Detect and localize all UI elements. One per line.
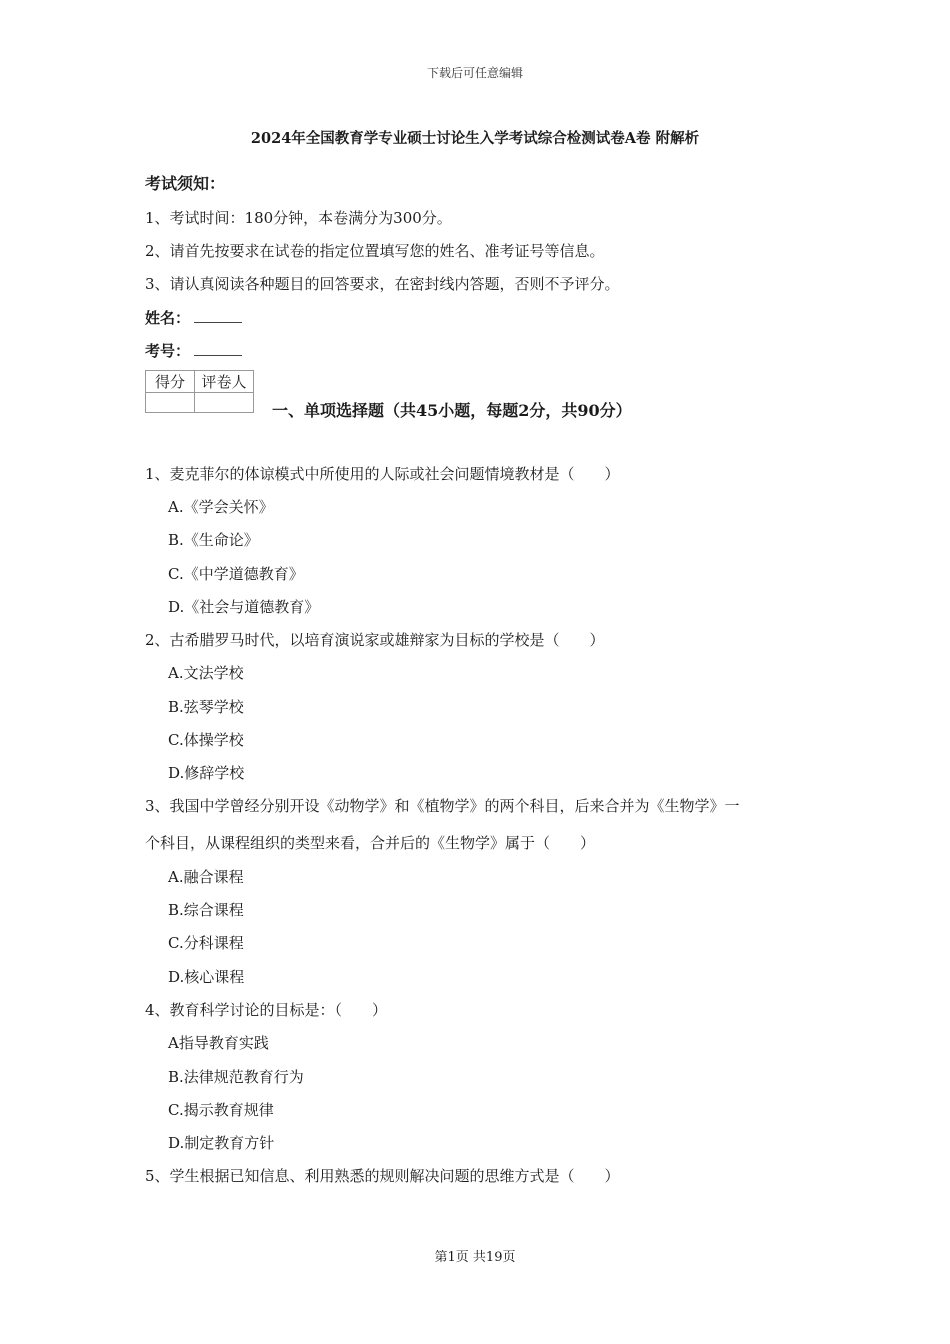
name-field bbox=[145, 307, 242, 328]
question-stem: 3、我国中学曾经分别开设《动物学》和《植物学》的两个科目，后来合并为《生物学》一 bbox=[145, 797, 740, 815]
id-label: 考号： bbox=[145, 342, 191, 360]
score-header: 得分 bbox=[146, 371, 195, 393]
notice-heading: 考试须知： bbox=[145, 174, 226, 193]
grader-cell bbox=[195, 393, 254, 413]
section-title: 一、单项选择题（共45小题，每题2分，共90分） bbox=[272, 401, 632, 420]
question-stem: 5、学生根据已知信息、利用熟悉的规则解决问题的思维方式是（ ） bbox=[145, 1167, 620, 1185]
page-footer: 第1页 共19页 bbox=[434, 1250, 516, 1265]
notice-item: 1、考试时间：180分钟，本卷满分为300分。 bbox=[145, 209, 452, 227]
question-stem: 1、麦克菲尔的体谅模式中所使用的人际或社会问题情境教材是（ ） bbox=[145, 465, 620, 483]
score-cell bbox=[146, 393, 195, 413]
question-stem-continued: 个科目，从课程组织的类型来看，合并后的《生物学》属于（ ） bbox=[145, 834, 596, 852]
option-c: C.分科课程 bbox=[168, 934, 244, 952]
option-d: D.《社会与道德教育》 bbox=[168, 598, 320, 616]
score-table bbox=[145, 370, 254, 413]
question-stem: 2、古希腊罗马时代，以培育演说家或雄辩家为目标的学校是（ ） bbox=[145, 631, 605, 649]
option-b: B.弦琴学校 bbox=[168, 698, 244, 716]
option-a: A.文法学校 bbox=[168, 664, 244, 682]
option-b: B.法律规范教育行为 bbox=[168, 1068, 304, 1086]
id-blank bbox=[194, 341, 242, 356]
option-d: D.修辞学校 bbox=[168, 764, 245, 782]
notice-item: 2、请首先按要求在试卷的指定位置填写您的姓名、准考证号等信息。 bbox=[145, 242, 605, 260]
option-d: D.制定教育方针 bbox=[168, 1134, 275, 1152]
option-c: C.揭示教育规律 bbox=[168, 1101, 274, 1119]
option-a: A.《学会关怀》 bbox=[168, 498, 274, 516]
header-note: 下载后可任意编辑 bbox=[426, 66, 523, 80]
option-b: B.《生命论》 bbox=[168, 531, 259, 549]
option-a: A指导教育实践 bbox=[168, 1034, 269, 1052]
name-label: 姓名： bbox=[145, 309, 191, 327]
question-stem: 4、教育科学讨论的目标是：（ ） bbox=[145, 1001, 388, 1019]
grader-header: 评卷人 bbox=[195, 371, 254, 393]
option-a: A.融合课程 bbox=[168, 868, 244, 886]
option-b: B.综合课程 bbox=[168, 901, 244, 919]
notice-item: 3、请认真阅读各种题目的回答要求，在密封线内答题，否则不予评分。 bbox=[145, 275, 620, 293]
name-blank bbox=[194, 308, 242, 323]
option-c: C.体操学校 bbox=[168, 731, 244, 749]
id-field bbox=[145, 340, 242, 361]
document-title: 2024年全国教育学专业硕士讨论生入学考试综合检测试卷A卷 附解析 bbox=[250, 130, 700, 147]
option-c: C.《中学道德教育》 bbox=[168, 565, 304, 583]
option-d: D.核心课程 bbox=[168, 968, 245, 986]
